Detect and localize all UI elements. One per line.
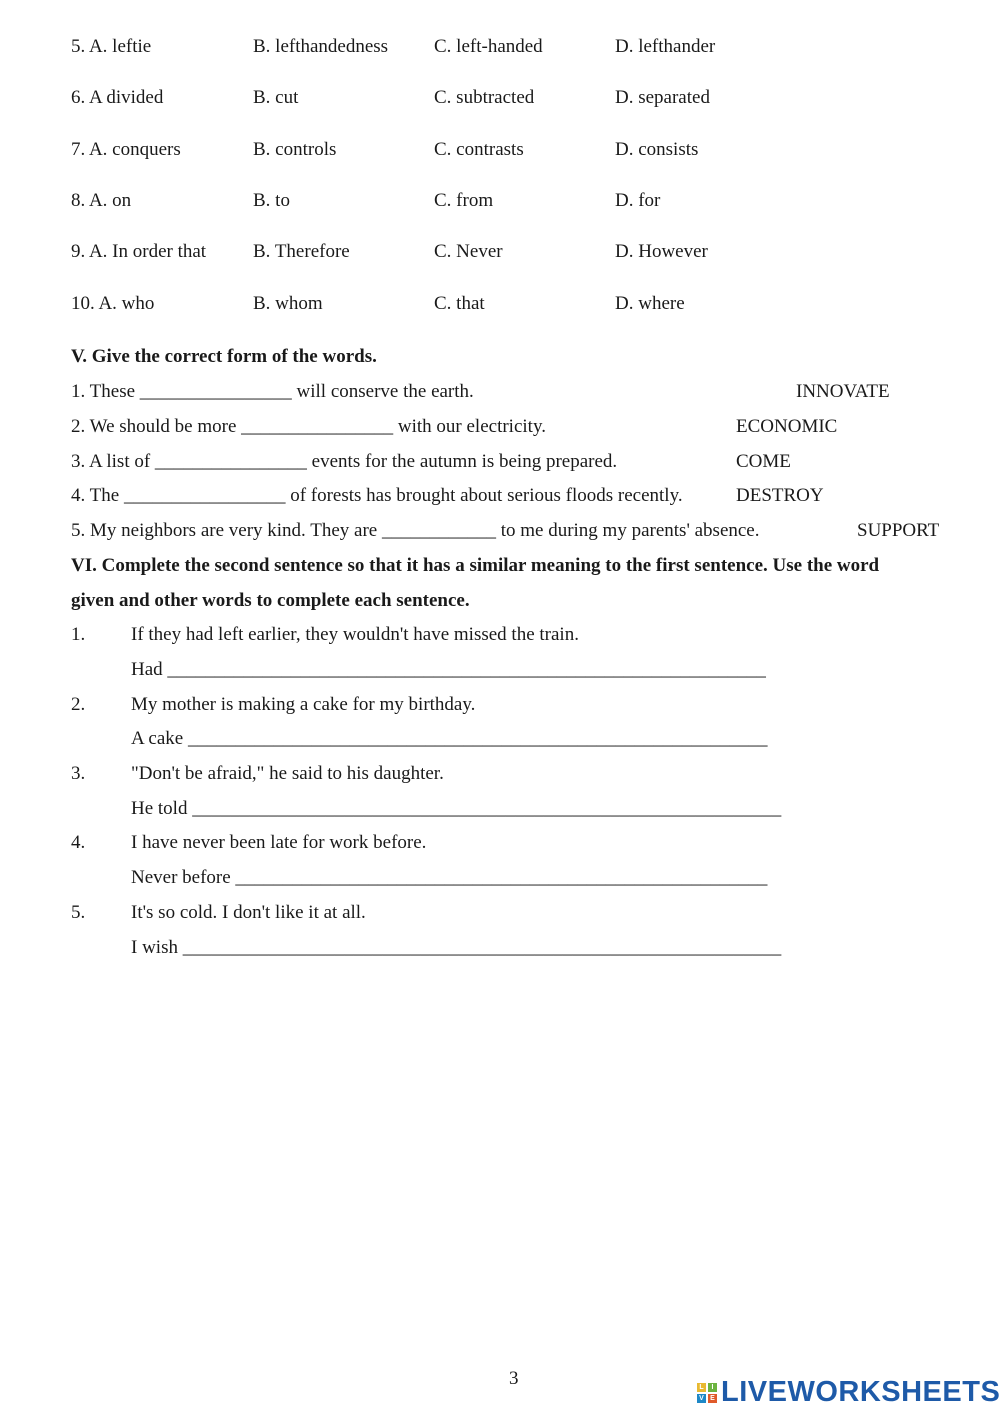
rewrite-original: "Don't be afraid," he said to his daughter. (131, 763, 444, 784)
mc-question-row (0, 293, 1000, 317)
word-form-keyword: DESTROY (736, 485, 824, 506)
word-form-sentence: 1. These ________________ will conserve the earth. (71, 381, 474, 402)
rewrite-original: It's so cold. I don't like it at all. (131, 902, 366, 923)
mc-question-row (0, 36, 1000, 60)
option-d: D. for (615, 190, 661, 211)
rewrite-number: 5. (71, 902, 86, 923)
logo-tile: L (697, 1383, 706, 1392)
word-form-keyword: SUPPORT (857, 520, 940, 541)
option-a: 10. A. who (71, 293, 155, 314)
rewrite-number: 4. (71, 832, 86, 853)
option-b: B. whom (253, 293, 323, 314)
mc-question-row (0, 241, 1000, 265)
option-a: 9. A. In order that (71, 241, 207, 262)
word-form-keyword: INNOVATE (796, 381, 890, 402)
logo-tile: I (708, 1383, 717, 1392)
rewrite-number: 3. (71, 763, 86, 784)
option-a: 5. A. leftie (71, 36, 152, 57)
option-b: B. controls (253, 139, 337, 160)
option-c: C. from (434, 190, 494, 211)
page-number: 3 (509, 1368, 519, 1389)
liveworksheets-logo (697, 1378, 1000, 1407)
option-c: C. left-handed (434, 36, 543, 57)
rewrite-number: 2. (71, 694, 86, 715)
word-form-keyword: ECONOMIC (736, 416, 838, 437)
rewrite-answer-line: A cake _____________________________________________________________ (131, 728, 768, 749)
mc-question-row (0, 139, 1000, 163)
option-a: 7. A. conquers (71, 139, 181, 160)
rewrite-answer-line: Never before ________________________________________________________ (131, 867, 768, 888)
option-d: D. lefthander (615, 36, 716, 57)
option-d: D. However (615, 241, 708, 262)
option-d: D. separated (615, 87, 710, 108)
rewrite-number: 1. (71, 624, 86, 645)
mc-question-row (0, 87, 1000, 111)
option-c: C. that (434, 293, 485, 314)
rewrite-answer-line: He told ______________________________________________________________ (131, 798, 782, 819)
word-form-sentence: 2. We should be more ________________ with our electricity. (71, 416, 546, 437)
brand-name: LIVEWORKSHEETS (721, 1376, 1000, 1408)
option-d: D. where (615, 293, 685, 314)
mc-question-row (0, 190, 1000, 214)
option-c: C. contrasts (434, 139, 524, 160)
rewrite-answer-line: I wish _______________________________________________________________ (131, 937, 782, 958)
option-c: C. subtracted (434, 87, 535, 108)
option-b: B. to (253, 190, 290, 211)
rewrite-original: I have never been late for work before. (131, 832, 427, 853)
option-a: 6. A divided (71, 87, 164, 108)
section-v-heading: V. Give the correct form of the words. (71, 346, 377, 367)
logo-tile: V (697, 1394, 706, 1403)
option-b: B. Therefore (253, 241, 350, 262)
option-b: B. lefthandedness (253, 36, 389, 57)
word-form-keyword: COME (736, 451, 791, 472)
rewrite-answer-line: Had _______________________________________________________________ (131, 659, 766, 680)
word-form-sentence: 5. My neighbors are very kind. They are ____________ to me during my parents' absence. (71, 520, 760, 541)
option-b: B. cut (253, 87, 299, 108)
option-a: 8. A. on (71, 190, 132, 211)
option-c: C. Never (434, 241, 503, 262)
section-vi-heading: VI. Complete the second sentence so that it has a similar meaning to the first sentence. Use the word (71, 555, 880, 576)
word-form-sentence: 3. A list of ________________ events for the autumn is being prepared. (71, 451, 618, 472)
rewrite-original: If they had left earlier, they wouldn't have missed the train. (131, 624, 579, 645)
logo-tile: E (708, 1394, 717, 1403)
rewrite-original: My mother is making a cake for my birthday. (131, 694, 476, 715)
section-vi-heading-cont: given and other words to complete each sentence. (71, 590, 470, 611)
option-d: D. consists (615, 139, 699, 160)
logo-grid-icon (697, 1383, 717, 1403)
word-form-sentence: 4. The _________________ of forests has brought about serious floods recently. (71, 485, 683, 506)
